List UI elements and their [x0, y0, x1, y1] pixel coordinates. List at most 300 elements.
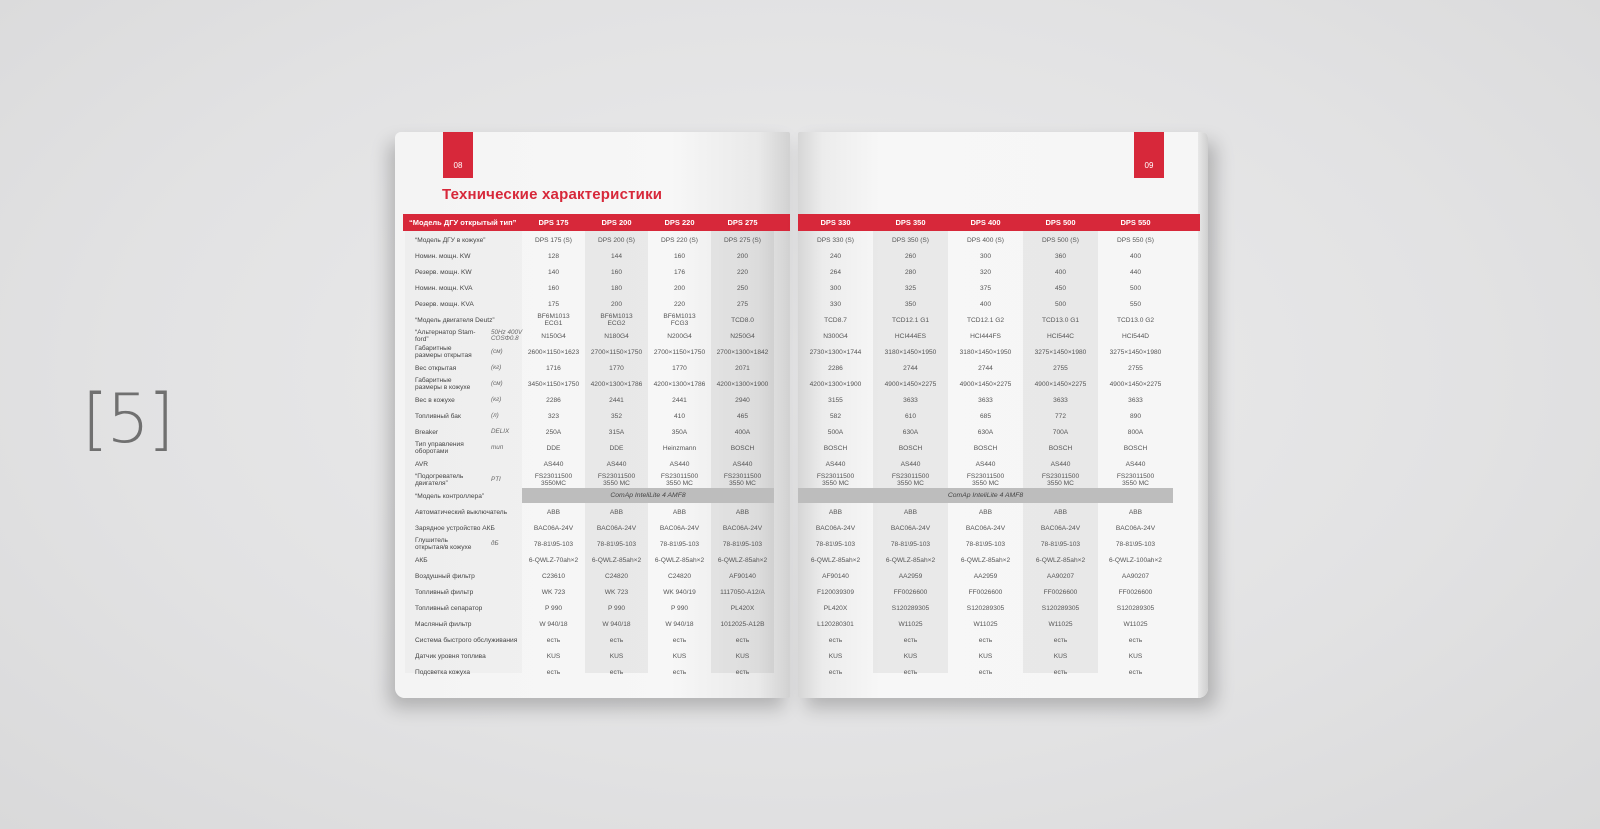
table-cell [711, 376, 774, 392]
table-row [798, 392, 1200, 408]
table-cell [648, 232, 711, 248]
cell-text [731, 445, 754, 452]
table-row [798, 536, 1200, 552]
table-cell [711, 280, 774, 296]
cell-text [979, 669, 992, 676]
cell-text [885, 349, 937, 356]
text-line: AS440 [732, 460, 753, 468]
cell-text [528, 349, 579, 356]
text-line: 3550 MC [1122, 480, 1149, 487]
table-row [798, 584, 1200, 600]
cell-text [611, 285, 622, 292]
text-line: Топливный сепаратор [415, 604, 483, 612]
table-cell [711, 296, 774, 312]
table-row [395, 424, 790, 440]
text-line: BAC06A-24V [596, 524, 637, 532]
text-line: W 940/18 [602, 620, 631, 628]
table-cell [873, 584, 948, 600]
cell-text [969, 589, 1003, 596]
cell-text [1130, 253, 1141, 260]
cell-text [1129, 653, 1143, 660]
table-cell [522, 344, 585, 360]
cell-text [1042, 605, 1079, 612]
table-row [798, 520, 1200, 536]
text-line: KUS [828, 652, 843, 660]
text-line: W11025 [898, 620, 923, 628]
cell-text [978, 429, 993, 436]
cell-text [1041, 525, 1080, 532]
text-line: Резерв. мощн. KVA [415, 300, 474, 308]
table-row [395, 280, 790, 296]
row-unit-text [491, 445, 503, 452]
cell-text [1055, 285, 1066, 292]
cell-text [600, 313, 632, 327]
row-label [415, 616, 493, 632]
text-line: 144 [610, 252, 622, 260]
table-cell [1098, 520, 1173, 536]
cell-text [529, 557, 578, 564]
table-row [395, 392, 790, 408]
table-cell [585, 632, 648, 648]
text-line: 3550 MC [897, 480, 924, 487]
text-line: DPS 200 (S) [597, 236, 635, 244]
text-line: 2600×1150×1623 [527, 348, 580, 356]
table-cell [711, 536, 774, 552]
row-label-text [415, 525, 495, 532]
model-header: DPS 350 [895, 218, 926, 227]
table-cell [585, 264, 648, 280]
text-line: есть [735, 668, 750, 676]
text-line: размеры открытая [415, 352, 472, 359]
row-label-text [415, 397, 455, 404]
table-cell [648, 280, 711, 296]
table-cell [522, 648, 585, 664]
text-line: S120289305 [1041, 604, 1080, 612]
text-line: есть [1053, 668, 1068, 676]
text-line: 2755 [1053, 364, 1068, 372]
cell-text [661, 473, 698, 487]
cell-text [598, 473, 635, 487]
text-line: P 990 [670, 604, 689, 612]
cell-text [609, 429, 624, 436]
brochure-page-left [395, 132, 790, 698]
row-label-text [415, 589, 473, 596]
cell-text [545, 605, 562, 612]
text-line: 275 [736, 300, 748, 308]
text-line: S120289305 [1116, 604, 1155, 612]
table-cell [798, 280, 873, 296]
table-cell [948, 440, 1023, 456]
text-line: FS23011500 [891, 473, 930, 480]
text-line: размеры в кожухе [415, 384, 471, 391]
text-line: 175 [547, 300, 559, 308]
cell-text [1054, 637, 1067, 644]
cell-text [1055, 269, 1066, 276]
table-cell [1098, 600, 1173, 616]
text-line: FF0026600 [968, 588, 1003, 596]
table-cell [648, 472, 711, 488]
text-line: 3633 [903, 396, 918, 404]
model-header: DPS 550 [1120, 218, 1151, 227]
table-cell [648, 328, 711, 344]
row-label-text [415, 345, 472, 359]
table-row [395, 488, 790, 504]
cell-text [1123, 621, 1147, 628]
page-number-right: 09 [1144, 161, 1154, 170]
text-line: ABB [1053, 508, 1068, 516]
text-line: (см) [491, 347, 503, 355]
text-line: 4200×1300×1900 [809, 380, 862, 388]
table-cell [522, 280, 585, 296]
table-cell [648, 424, 711, 440]
text-line: 128 [547, 252, 559, 260]
text-line: 4900×1450×2275 [1034, 380, 1087, 388]
text-line: 78-81\95-103 [533, 540, 574, 548]
cell-text [547, 669, 560, 676]
table-cell [585, 360, 648, 376]
text-line: DPS 350 (S) [891, 236, 929, 244]
cell-text [978, 397, 993, 404]
table-cell [1023, 520, 1098, 536]
cell-text [1047, 333, 1074, 340]
cell-text [903, 429, 918, 436]
table-row [395, 664, 790, 680]
table-cell [711, 328, 774, 344]
cell-text [830, 285, 841, 292]
cell-text [1042, 473, 1079, 487]
table-cell [1023, 664, 1098, 680]
text-line: Масляный фильтр [415, 620, 472, 628]
text-line: DPS 275 (S) [723, 236, 761, 244]
cell-text [904, 653, 918, 660]
row-label-text [415, 461, 428, 468]
text-line: 4900×1450×2275 [884, 380, 937, 388]
cell-text [1130, 413, 1141, 420]
text-line: 890 [1129, 412, 1141, 420]
text-line: 300 [829, 284, 841, 292]
table-cell [1098, 424, 1173, 440]
row-label-text [415, 653, 486, 660]
row-label-text [415, 377, 470, 391]
table-cell [648, 632, 711, 648]
text-line: N150G4 [541, 332, 566, 340]
table-row [395, 264, 790, 280]
row-label [415, 328, 493, 344]
cell-text [830, 301, 841, 308]
table-cell [1098, 312, 1173, 328]
cell-text [655, 557, 704, 564]
text-line: F120039309 [816, 588, 855, 596]
table-cell [648, 536, 711, 552]
table-cell [522, 616, 585, 632]
cell-text [608, 605, 625, 612]
table-cell [1098, 408, 1173, 424]
table-cell [798, 552, 873, 568]
text-line: Топливный фильтр [415, 588, 474, 596]
text-line: N200G4 [667, 332, 692, 340]
text-line: TCD8.7 [824, 316, 847, 324]
cell-text [1051, 461, 1071, 468]
text-line: Вес открытая [415, 364, 457, 372]
cell-text [723, 541, 762, 548]
table-cell [711, 440, 774, 456]
table-cell [798, 520, 873, 536]
text-line: FF0026600 [1043, 588, 1078, 596]
row-label-text [415, 557, 428, 564]
page-title: Технические характеристики [442, 186, 663, 203]
cell-text [735, 429, 750, 436]
text-line: AS440 [606, 460, 627, 468]
text-line: AA90207 [1121, 572, 1150, 580]
cell-text [823, 333, 848, 340]
text-line: Heinzmann [662, 444, 697, 452]
text-line: N300G4 [823, 332, 848, 340]
table-cell [648, 248, 711, 264]
table-cell [873, 344, 948, 360]
text-line: FS23011500 [723, 473, 762, 480]
cell-text [604, 333, 629, 340]
text-line: 78-81\95-103 [815, 540, 856, 548]
table-cell [948, 264, 1023, 280]
table-cell [873, 440, 948, 456]
cell-text [672, 397, 687, 404]
cell-text [724, 473, 761, 487]
text-line: ECG2 [607, 320, 626, 327]
row-label [415, 664, 493, 680]
text-line: DELIX [491, 427, 510, 435]
cell-text [980, 301, 991, 308]
table-row [798, 264, 1200, 280]
table-cell [711, 664, 774, 680]
text-line: 500A [827, 428, 844, 436]
table-row [798, 280, 1200, 296]
cell-text [905, 301, 916, 308]
cell-text [826, 461, 846, 468]
row-label-text [415, 573, 475, 580]
text-line: ABB [903, 508, 918, 516]
cell-text [674, 301, 685, 308]
cell-text [611, 269, 622, 276]
page-number-left: 08 [453, 161, 463, 170]
table-cell [1098, 568, 1173, 584]
text-line: Габаритные [415, 377, 452, 384]
text-line: BOSCH [730, 444, 755, 452]
text-line: HCI544D [1121, 332, 1150, 340]
text-line: AS440 [669, 460, 690, 468]
cell-text [810, 349, 862, 356]
cell-text [1110, 349, 1162, 356]
cell-text [729, 573, 756, 580]
text-line: DDE [609, 444, 624, 452]
text-line: 2700×1150×1750 [590, 348, 643, 356]
text-line: есть [546, 668, 561, 676]
table-cell [648, 456, 711, 472]
table-row [395, 504, 790, 520]
cell-text [605, 589, 628, 596]
table-cell [522, 232, 585, 248]
table-cell [1098, 264, 1173, 280]
cell-text [671, 605, 688, 612]
table-cell [1023, 408, 1098, 424]
row-label [415, 648, 493, 664]
cell-text [654, 381, 706, 388]
table-cell [648, 504, 711, 520]
table-cell [1023, 536, 1098, 552]
cell-text [817, 589, 854, 596]
text-line: 465 [736, 412, 748, 420]
cell-text [537, 313, 569, 327]
text-line: C24820 [604, 572, 629, 580]
cell-text [967, 317, 1004, 324]
table-cell [522, 392, 585, 408]
cell-text [828, 365, 843, 372]
text-line: 4900×1450×2275 [1109, 380, 1162, 388]
model-header: DPS 330 [820, 218, 851, 227]
text-line: FS23011500 [597, 473, 636, 480]
table-cell [522, 584, 585, 600]
text-line: P 990 [544, 604, 563, 612]
text-line: 4200×1300×1786 [590, 380, 643, 388]
cell-text [974, 445, 997, 452]
row-label-text [415, 621, 471, 628]
table-cell [798, 616, 873, 632]
cell-text [829, 669, 842, 676]
cell-text [1130, 285, 1141, 292]
table-cell [873, 632, 948, 648]
text-line: 500 [1054, 300, 1066, 308]
table-cell [1098, 552, 1173, 568]
table-cell [873, 328, 948, 344]
table-cell [585, 408, 648, 424]
table-cell [648, 664, 711, 680]
text-line: 1770 [672, 364, 687, 372]
table-cell [1098, 648, 1173, 664]
table-cell [1023, 344, 1098, 360]
cell-text [720, 589, 765, 596]
row-label [415, 488, 493, 504]
cell-text [1055, 253, 1066, 260]
table-row [798, 312, 1200, 328]
cell-text [528, 381, 579, 388]
text-line: 440 [1129, 268, 1141, 276]
text-line: C24820 [667, 572, 692, 580]
text-line: ford” [415, 336, 429, 343]
cell-text [1117, 317, 1154, 324]
table-cell [948, 232, 1023, 248]
text-line: 2755 [1128, 364, 1143, 372]
text-line: 3155 [828, 396, 843, 404]
model-header: DPS 200 [601, 218, 632, 227]
row-label [415, 552, 493, 568]
table-cell [711, 648, 774, 664]
table-cell [1023, 392, 1098, 408]
text-line: (кг) [491, 363, 502, 371]
table-cell [948, 456, 1023, 472]
table-row [798, 344, 1200, 360]
table-row [798, 632, 1200, 648]
table-cell [1023, 424, 1098, 440]
text-line: AA2959 [898, 572, 923, 580]
table-cell [648, 296, 711, 312]
cell-text [535, 473, 572, 487]
cell-text [541, 333, 566, 340]
row-label-text [415, 669, 470, 676]
table-cell [873, 520, 948, 536]
table-row [798, 472, 1200, 488]
text-line: KUS [546, 652, 561, 660]
text-line: 6-QWLZ-70ah×2 [528, 556, 579, 564]
slide-number: [5] [82, 380, 173, 459]
table-cell [1023, 248, 1098, 264]
text-line: АКБ [415, 556, 428, 564]
table-cell [1023, 296, 1098, 312]
table-cell [1023, 632, 1098, 648]
cell-text [547, 509, 560, 516]
cell-text [891, 525, 930, 532]
text-line: 350 [904, 300, 916, 308]
row-label [415, 296, 493, 312]
table-cell [948, 552, 1023, 568]
cell-text [1129, 669, 1142, 676]
text-line: BOSCH [1048, 444, 1073, 452]
row-label-text [415, 301, 474, 308]
text-line: 700A [1052, 428, 1069, 436]
table-cell [648, 552, 711, 568]
table-cell [948, 312, 1023, 328]
table-row [798, 648, 1200, 664]
page-tab-left [443, 132, 473, 178]
text-line: Тип управления [415, 441, 464, 448]
text-line: 220 [673, 300, 685, 308]
cell-text [829, 509, 842, 516]
text-line: FS23011500 [534, 473, 573, 480]
table-cell [1098, 328, 1173, 344]
cell-text [607, 461, 627, 468]
table-cell [1023, 264, 1098, 280]
table-cell [648, 312, 711, 328]
cell-text [1117, 473, 1154, 487]
table-cell [1098, 472, 1173, 488]
table-row [395, 328, 790, 344]
table-cell [873, 248, 948, 264]
text-line: 3275×1450×1980 [1034, 348, 1087, 356]
table-cell [711, 456, 774, 472]
cell-text [534, 525, 573, 532]
cell-text [903, 397, 918, 404]
table-cell [948, 408, 1023, 424]
text-line: 330 [829, 300, 841, 308]
table-cell [948, 376, 1023, 392]
text-line: KUS [672, 652, 687, 660]
text-line: BOSCH [898, 444, 923, 452]
table-cell [648, 360, 711, 376]
row-label-text [415, 269, 472, 276]
table-cell [711, 392, 774, 408]
text-line: KUS [903, 652, 918, 660]
text-line: 610 [904, 412, 916, 420]
table-cell [1023, 376, 1098, 392]
model-header: DPS 275 [727, 218, 758, 227]
cell-text [660, 525, 699, 532]
table-row [395, 360, 790, 376]
text-line: BAC06A-24V [722, 524, 763, 532]
text-line: AS440 [975, 460, 996, 468]
cell-text [609, 365, 624, 372]
table-cell [585, 296, 648, 312]
table-cell [585, 520, 648, 536]
text-line: (кг) [491, 395, 502, 403]
table-cell [873, 232, 948, 248]
